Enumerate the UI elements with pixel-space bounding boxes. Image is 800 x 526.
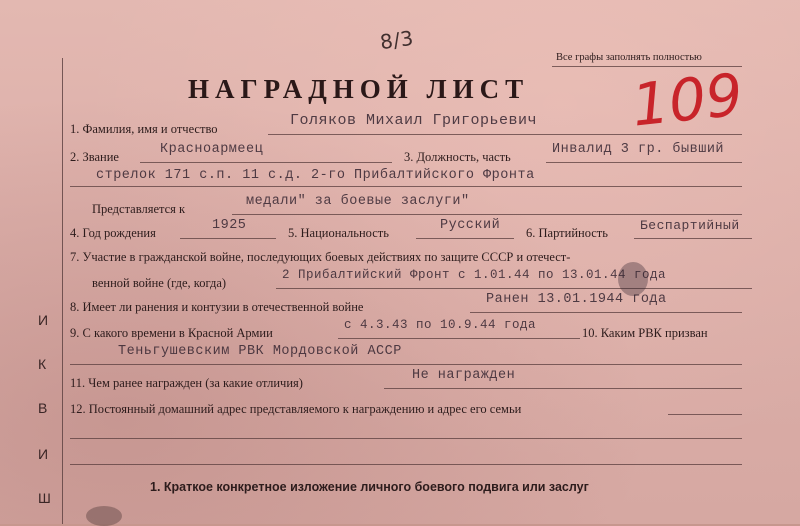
field-1-label: 1. Фамилия, имя и отчество — [70, 122, 218, 136]
field-11-label: 11. Чем ранее награжден (за какие отличия) — [70, 376, 303, 390]
side-letter: И — [38, 446, 49, 462]
presented-line — [232, 214, 742, 215]
field-5-value: Русский — [440, 218, 501, 233]
page-title: НАГРАДНОЙ ЛИСТ — [188, 74, 530, 104]
pencil-mark: 8/3 — [378, 25, 416, 55]
field-5-line — [416, 238, 514, 239]
field-9-value: с 4.3.43 по 10.9.44 года — [344, 318, 537, 332]
field-2-value: Красноармеец — [160, 142, 264, 157]
presented-label: Представляется к — [92, 202, 186, 216]
field-8-value: Ранен 13.01.1944 года — [486, 292, 667, 307]
field-6-value: Беспартийный — [640, 218, 740, 233]
presented-value: медали" за боевые заслуги" — [246, 194, 470, 209]
field-12-line-2 — [70, 438, 742, 439]
field-3-label: 3. Должность, часть — [404, 150, 511, 164]
side-letter: Ш — [38, 490, 51, 506]
field-7-label-2: венной войне (где, когда) — [92, 276, 227, 290]
fill-all-note: Все графы заполнять полностью — [556, 52, 702, 63]
side-letter: К — [38, 356, 47, 372]
field-12-line-1 — [668, 414, 742, 415]
side-letter: В — [38, 400, 48, 416]
field-4-line — [180, 238, 276, 239]
field-10-line — [70, 364, 742, 365]
field-12-label: 12. Постоянный домашний адрес представляемого к награждению и адрес его семьи — [70, 402, 522, 416]
side-letter: И — [38, 312, 49, 328]
field-11-line — [384, 388, 742, 389]
ink-smudge — [86, 506, 122, 526]
left-margin-rule — [62, 58, 63, 524]
field-2-line — [140, 162, 392, 163]
red-number: 109 — [628, 60, 746, 140]
field-8-line — [470, 312, 742, 313]
field-8-label: 8. Имеет ли ранения и контузии в отечественной войне — [70, 300, 364, 314]
field-11-value: Не награжден — [412, 368, 516, 383]
field-3-line-1 — [546, 162, 742, 163]
ink-spot — [618, 262, 648, 296]
field-7-value: 2 Прибалтийский Фронт с 1.01.44 по 13.01.44 года — [282, 268, 667, 282]
field-9-label: 9. С какого времени в Красной Армии — [70, 326, 273, 340]
field-3-line-2 — [70, 186, 742, 187]
field-2-label: 2. Звание — [70, 150, 119, 164]
field-6-label: 6. Партийность — [526, 226, 608, 240]
field-7-line — [276, 288, 752, 289]
field-12-line-3 — [70, 464, 742, 465]
section-heading: 1. Краткое конкретное изложение личного боевого подвига или заслуг — [150, 480, 589, 494]
field-3-value-1: Инвалид 3 гр. бывший — [552, 142, 725, 157]
field-1-line — [268, 134, 742, 135]
field-3-value-2: стрелок 171 с.п. 11 с.д. 2-го Прибалтийского Фронта — [96, 168, 535, 183]
field-4-label: 4. Год рождения — [70, 226, 156, 240]
field-10-value: Теньгушевским РВК Мордовской АССР — [118, 344, 402, 359]
field-1-value: Голяков Михаил Григорьевич — [290, 112, 538, 129]
field-9-line — [338, 338, 580, 339]
field-6-line — [634, 238, 752, 239]
field-10-label: 10. Каким РВК призван — [582, 326, 708, 340]
field-4-value: 1925 — [212, 218, 247, 233]
field-7-label-1: 7. Участие в гражданской войне, последующих боевых действиях по защите СССР и отечест- — [70, 250, 571, 264]
field-5-label: 5. Национальность — [288, 226, 389, 240]
